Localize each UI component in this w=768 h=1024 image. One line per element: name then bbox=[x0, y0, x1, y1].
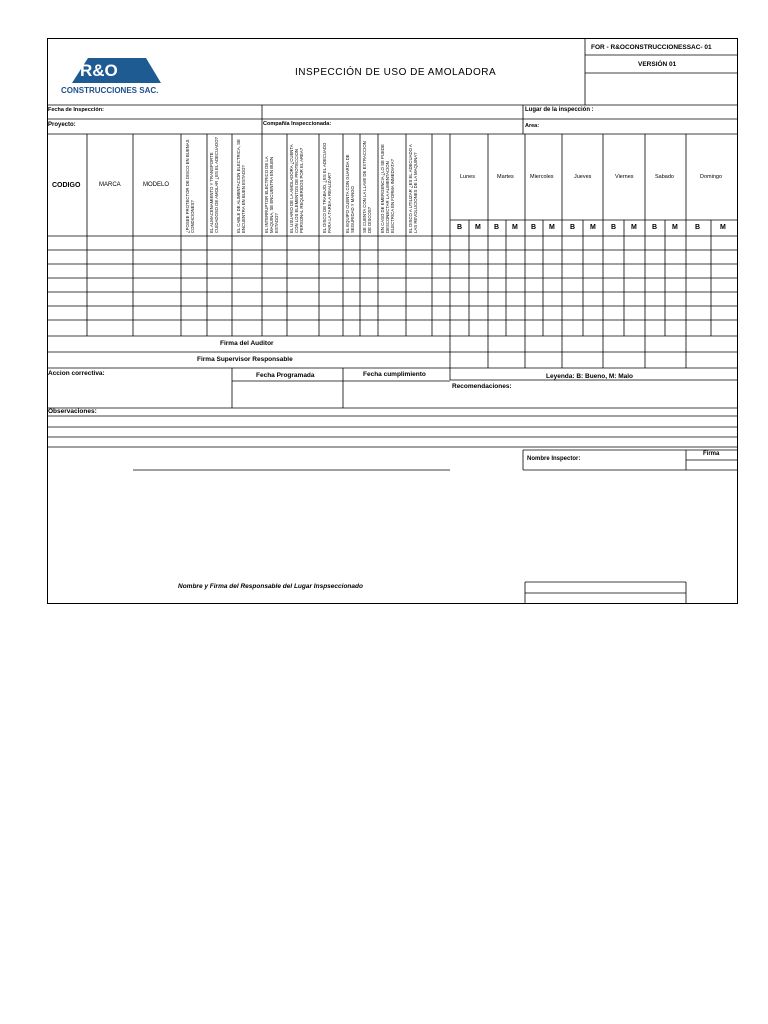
form-code: FOR - R&OCONSTRUCCIONESSAC- 01 bbox=[591, 44, 712, 51]
b-label: B bbox=[531, 224, 537, 231]
lugar-label: Lugar de la inspección : bbox=[525, 107, 594, 113]
day-miercoles: Miercoles bbox=[530, 174, 554, 180]
recomendaciones-label: Recomendaciones: bbox=[452, 383, 512, 390]
compania-label: Compañía Inspeccionada: bbox=[263, 121, 332, 127]
question-7: EL EQUIPO CUENTA CON GUARDA DE SEGURIDAD Y MANGO bbox=[345, 154, 355, 233]
question-9: EN CASO DE EMERGENCIA ¿LO SE PUEDE DESCONECTAR LA ALIMENTACION ELECTRICA EN FORMA INMEDIATA? bbox=[380, 144, 395, 233]
m-label: M bbox=[549, 224, 555, 231]
day-domingo: Domingo bbox=[700, 174, 723, 180]
col-modelo: MODELO bbox=[143, 182, 170, 188]
nombre-inspector-label: Nombre Inspector: bbox=[527, 456, 581, 462]
question-4: EL INTERRUPTOR ELECTRICO DE LA MAQUINA, SE ENCUENTRA EN BUEN ESTADO? bbox=[264, 156, 279, 233]
proyecto-label: Proyecto: bbox=[48, 122, 76, 128]
area-label: Area: bbox=[525, 123, 540, 129]
day-lunes: Lunes bbox=[460, 174, 475, 180]
fecha-label: Fecha de Inspección: bbox=[48, 107, 104, 113]
accion-correctiva-label: Accion correctiva: bbox=[48, 370, 105, 377]
m-label: M bbox=[590, 224, 596, 231]
leyenda-label: Leyenda: B: Bueno, M: Malo bbox=[546, 373, 634, 380]
day-martes: Martes bbox=[497, 174, 514, 180]
col-codigo: CODIGO bbox=[52, 182, 81, 189]
question-8: SE CUENTA CON LA LLAVE DE EXTRACCION DE DISCOS? bbox=[362, 141, 372, 233]
question-3: EL CABLE DE ALIMENTACION ELECTRICA, SE ENCUENTRA EN BUEN ESTADO? bbox=[236, 139, 246, 233]
fecha-cumplimiento-label: Fecha cumplimiento bbox=[363, 371, 426, 378]
logo-main-text: R&O bbox=[80, 61, 118, 80]
question-6: EL DISCO DE TRABAJO, ¿ES EL ADECUADO PARA LA TAREA A REALIZAR? bbox=[322, 142, 332, 233]
question-2: EL ALMACENAMIENTO Y TRANSPORTE CUIDADOSO DE AMOLAR ¿ES EL ADECUADO? bbox=[209, 137, 219, 233]
responsable-label: Nombre y Firma del Responsable del Lugar Inspseccionado bbox=[178, 583, 363, 590]
m-label: M bbox=[672, 224, 678, 231]
form-title: INSPECCIÓN DE USO DE AMOLADORA bbox=[295, 67, 497, 78]
firma-label: Firma bbox=[703, 451, 720, 457]
day-viernes: Viernes bbox=[615, 174, 634, 180]
fecha-programada-label: Fecha Programada bbox=[256, 372, 315, 379]
m-label: M bbox=[631, 224, 637, 231]
form-version: VERSIÓN 01 bbox=[638, 61, 677, 68]
question-5: EL USUARIO DE LA AMOLADORA ¿CUENTA CON LOS ELEMENTOS DE PROTECCION PERSONAL REQUERIDOS POR EL AREA? bbox=[289, 144, 304, 233]
firma-auditor-label: Firma del Auditor bbox=[220, 340, 274, 347]
firma-supervisor-label: Firma Supervisor Responsable bbox=[197, 356, 293, 363]
day-sabado: Sabado bbox=[655, 174, 674, 180]
observaciones-label: Observaciones: bbox=[48, 408, 97, 415]
b-label: B bbox=[570, 224, 576, 231]
logo-sub-text: CONSTRUCCIONES SAC. bbox=[61, 86, 159, 95]
b-label: B bbox=[611, 224, 617, 231]
col-marca: MARCA bbox=[99, 182, 121, 188]
b-label: B bbox=[695, 224, 701, 231]
b-label: B bbox=[457, 224, 463, 231]
b-label: B bbox=[652, 224, 658, 231]
b-label: B bbox=[494, 224, 500, 231]
m-label: M bbox=[720, 224, 726, 231]
day-jueves: Jueves bbox=[574, 174, 592, 180]
question-10: EL DISCO A UTILIZAR ¿ES EL ADECUADO A LAS REVOLUCIONES DE LA MAQUINA? bbox=[408, 144, 418, 233]
m-label: M bbox=[475, 224, 481, 231]
question-1: ¿POSEE PROTECTOR DE DISCO EN BUENAS CONDICIONES? bbox=[185, 139, 195, 233]
m-label: M bbox=[512, 224, 518, 231]
